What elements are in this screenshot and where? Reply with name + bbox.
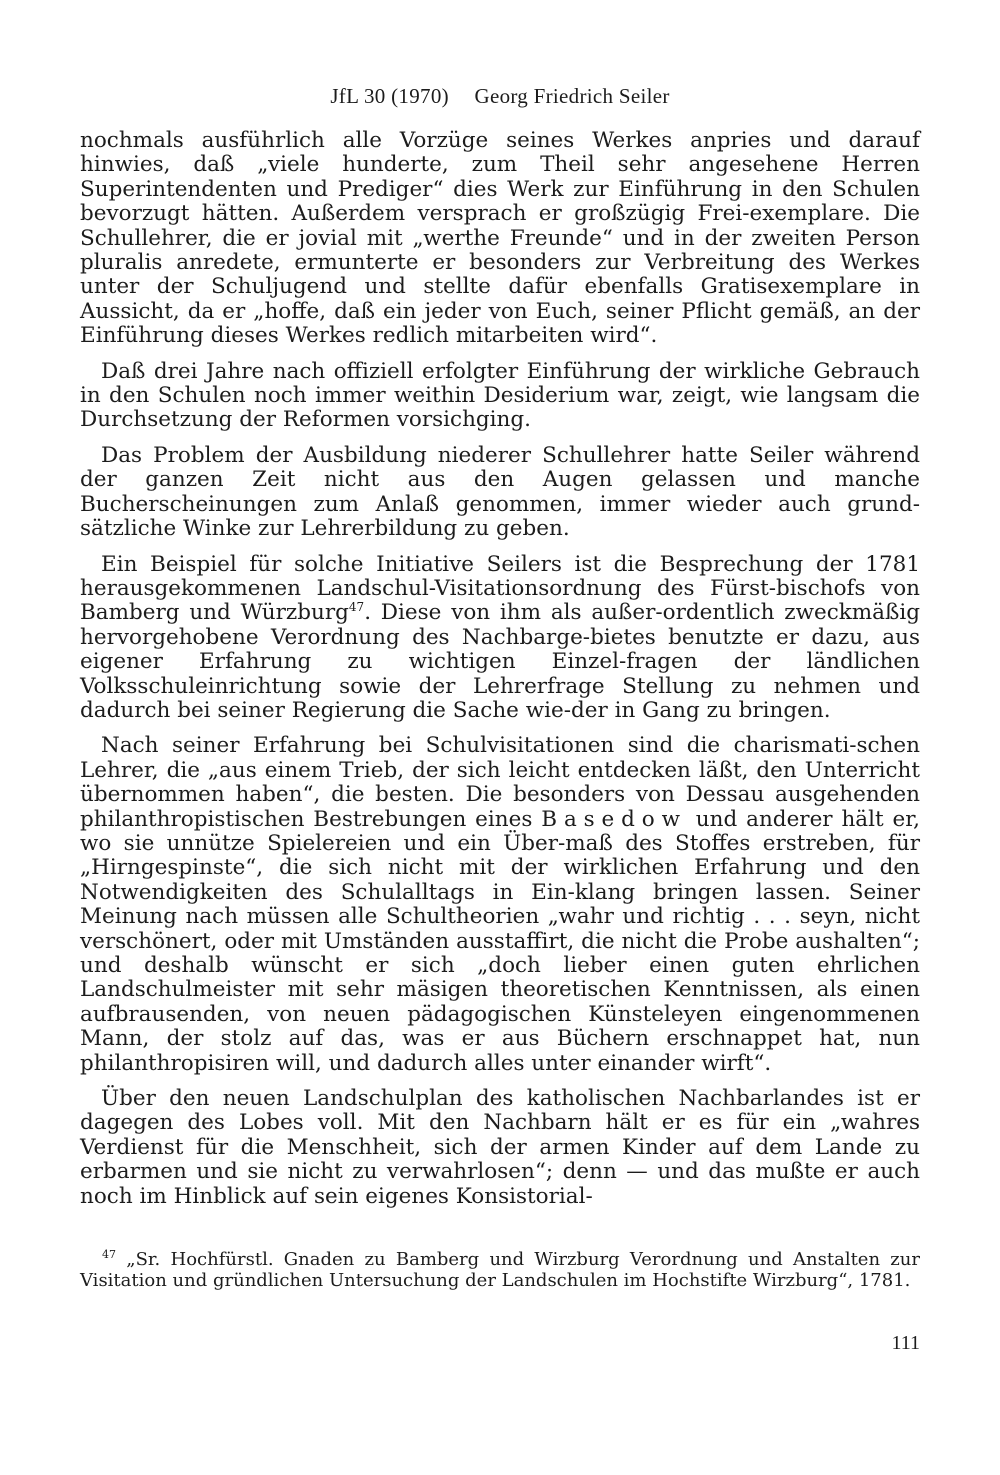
paragraph: Über den neuen Landschulplan des katholischen Nachbarlandes ist er dagegen des Lobes voll. Mit den Nachbarn hält er es für ein „wahres Verdienst für die Menschheit, sich der armen Kinder auf dem Lande zu erbarmen und sie nicht zu verwahrlosen“; denn — und das mußte er auch noch im Hinblick auf sein eigenes Konsistorial- — [80, 1086, 920, 1209]
paragraph: Daß drei Jahre nach offiziell erfolgter Einführung der wirkliche Gebrauch in den Schulen noch immer weithin Desiderium war, zeigt, wie langsam die Durchsetzung der Reformen vorsichging. — [80, 358, 920, 433]
paragraph-continuation: nochmals ausführlich alle Vorzüge seines Werkes anpries und darauf hinwies, daß „viele hunderte, zum Theil sehr angesehene Herren Superintendenten und Prediger“ dies Werk zur Einführung in den Schulen bevorzugt hätten. Außerdem versprach er großzügig Frei-exemplare. Die Schullehrer, die er jovial mit „werthe Freunde“ und in der zweiten Person pluralis anredete, ermunterte er besonders zur Verbreitung des Werkes unter der Schuljugend und stellte dafür ebenfalls Gratisexemplare in Aussicht, da er „hoffe, daß ein jeder von Euch, seiner Pflicht gemäß, an der Einführung dieses Werkes redlich mitarbeiten wird“. — [80, 128, 920, 349]
paragraph-text: Nach seiner Erfahrung bei Schulvisitationen sind die charismati-schen Lehrer, die „aus einem Trieb, der sich leicht entdecken läßt, den Unterricht übernommen haben“, die besten. Die besonders von Dessau ausgehenden philanthropistischen Bestrebungen eines — [80, 733, 920, 832]
page-number: 111 — [891, 1332, 920, 1354]
paragraph-text: Ein Beispiel für solche Initiative Seilers ist die Besprechung der 1781 herausgekommenen Landschul-Visitationsordnung des Fürst-bischofs von Bamberg und Würzburg — [80, 551, 920, 626]
paragraph-text: und anderer hält er, wo sie unnütze Spielereien und ein Über-maß des Stoffes erstreben, für „Hirngespinste“, die sich nicht mit der wirklichen Erfahrung und den Notwendigkeiten des Schulalltags in Ein-klang bringen lassen. Seiner Meinung nach müssen alle Schultheorien „wahr und richtig . . . seyn, nicht verschönert, oder mit Umständen ausstaffirt, die nicht die Probe aushalten“; und deshalb wünscht er sich „doch lieber einen guten ehrlichen Landschulmeister mit sehr mäsigen theoretischen Kenntnissen, als einen aufbrausenden, von neuen pädagogischen Künsteleyen eingenommenen Mann, der stolz auf das, was er aus Büchern erschnappet hat, nun philanthropisiren will, und dadurch alles unter einander wirft“. — [80, 806, 920, 1076]
article-author: Georg Friedrich Seiler — [474, 84, 670, 108]
paragraph — [80, 734, 920, 1076]
journal-reference: JfL 30 (1970) — [330, 84, 449, 108]
spaced-name: Basedow — [541, 806, 687, 832]
body-text — [80, 129, 920, 1220]
running-head — [0, 84, 1000, 109]
footnote — [80, 1249, 920, 1291]
footnote-number: 47 — [102, 1248, 116, 1261]
footnote-reference: 47 — [348, 600, 365, 615]
paragraph-with-footnote — [80, 553, 920, 724]
footnotes — [80, 1249, 920, 1291]
paragraph-text: . Diese von ihm als außer-ordentlich zweckmäßig hervorgehobene Verordnung des Nachbarge-bietes benutzte er dazu, aus eigener Erfahrung zu wichtigen Einzel-fragen der ländlichen Volksschuleinrichtung sowie der Lehrerfrage Stellung zu nehmen und dadurch bei seiner Regierung die Sache wie-der in Gang zu bringen. — [80, 600, 920, 723]
paragraph: Das Problem der Ausbildung niederer Schullehrer hatte Seiler während der ganzen Zeit nicht aus den Augen gelassen und manche Bucherscheinungen zum Anlaß genommen, immer wieder auch grund-sätzliche Winke zur Lehrerbildung zu geben. — [80, 442, 920, 542]
footnote-text: „Sr. Hochfürstl. Gnaden zu Bamberg und Wirzburg Verordnung und Anstalten zur Visitation und gründlichen Untersuchung der Landschulen im Hochstifte Wirzburg“, 1781. — [80, 1249, 920, 1291]
